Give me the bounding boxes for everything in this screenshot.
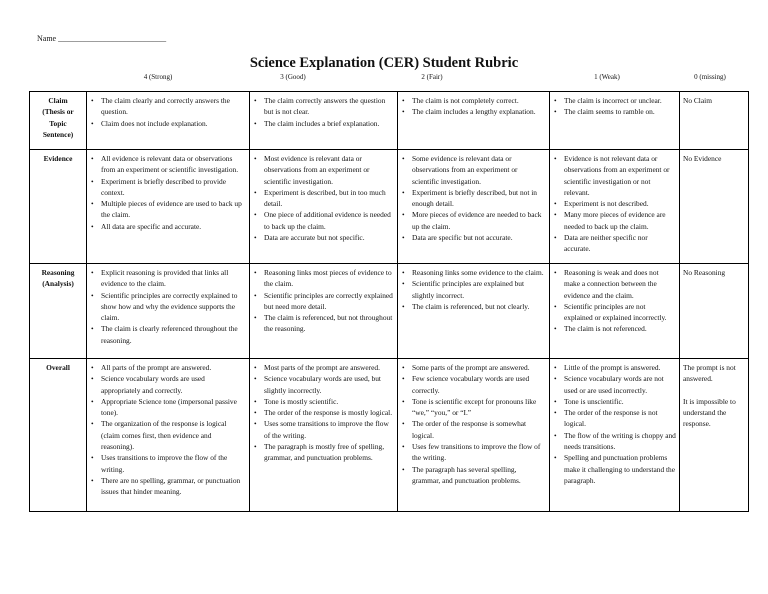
rubric-row-evidence	[30, 150, 749, 264]
criterion-label-line: Sentence)	[42, 129, 74, 139]
descriptor-item: • Experiment is briefly described to provide context.	[90, 176, 246, 199]
descriptor-item: • Uses few transitions to improve the flow of the writing.	[401, 441, 546, 464]
descriptor-item: • Data are neither specific nor accurate.	[553, 232, 676, 255]
descriptor-item: • Experiment is briefly described, but not in enough detail.	[401, 187, 546, 210]
descriptor-item: • The claim is not completely correct.	[401, 95, 546, 106]
descriptor-item: • The claim includes a lengthy explanation.	[401, 106, 546, 117]
descriptor-list	[401, 362, 546, 486]
criterion-reasoning	[30, 264, 87, 359]
descriptor-item: • Uses some transitions to improve the flow of the writing.	[253, 418, 394, 441]
descriptor-item: • There are no spelling, grammar, or punctuation issues that hinder meaning.	[90, 475, 246, 498]
descriptor-list	[401, 95, 546, 118]
descriptor-item: • The organization of the response is logical (claim comes first, then evidence and reasoning).	[90, 418, 246, 452]
descriptor-item: • Spelling and punctuation problems make it challenging to understand the paragraph.	[553, 452, 676, 486]
descriptor-item: • Little of the prompt is answered.	[553, 362, 676, 373]
descriptor-item: • More pieces of evidence are needed to back up the claim.	[401, 209, 546, 232]
criterion-claim	[30, 92, 87, 150]
descriptor-item: • One piece of additional evidence is needed to back up the claim.	[253, 209, 394, 232]
rubric-cell	[250, 359, 398, 512]
criterion-evidence	[30, 150, 87, 264]
descriptor-item: • The claim clearly and correctly answers the question.	[90, 95, 246, 118]
descriptor-item: • Reasoning is weak and does not make a connection between the evidence and the claim.	[553, 267, 676, 301]
missing-text: The prompt is not answered.	[683, 363, 736, 384]
descriptor-list	[553, 95, 676, 118]
descriptor-item: • The paragraph has several spelling, grammar, and punctuation problems.	[401, 464, 546, 487]
rubric-cell	[398, 92, 550, 150]
descriptor-item: • The claim is referenced, but not clearly.	[401, 301, 546, 312]
descriptor-item: • The claim is not referenced.	[553, 323, 676, 334]
descriptor-list	[553, 153, 676, 255]
descriptor-item: • The claim seems to ramble on.	[553, 106, 676, 117]
descriptor-list	[253, 362, 394, 464]
rubric-cell	[87, 359, 250, 512]
rubric-cell	[87, 92, 250, 150]
descriptor-item: • Evidence is not relevant data or observations from an experiment or scientific investigation or not relevant.	[553, 153, 676, 198]
rubric-cell	[550, 359, 680, 512]
descriptor-item: • Data are specific but not accurate.	[401, 232, 546, 243]
descriptor-item: • Reasoning links most pieces of evidence to the claim.	[253, 267, 394, 290]
missing-text: It is impossible to understand the response.	[683, 396, 736, 429]
rubric-cell	[250, 150, 398, 264]
rubric-cell	[550, 92, 680, 150]
descriptor-item: • Many more pieces of evidence are needed to back up the claim.	[553, 209, 676, 232]
name-field-label: Name ___________________________	[37, 34, 167, 43]
descriptor-item: • Tone is unscientific.	[553, 396, 676, 407]
descriptor-item: • Scientific principles are correctly explained but need more detail.	[253, 290, 394, 313]
rubric-cell	[398, 359, 550, 512]
rubric-cell	[250, 92, 398, 150]
rubric-cell	[550, 264, 680, 359]
descriptor-item: • All evidence is relevant data or observations from an experiment or scientific investigation.	[90, 153, 246, 176]
descriptor-item: • Scientific principles are correctly explained to show how and why the evidence supports the claim.	[90, 290, 246, 324]
rubric-table	[29, 91, 749, 512]
descriptor-item: • Tone is mostly scientific.	[253, 396, 394, 407]
descriptor-list	[553, 362, 676, 486]
descriptor-item: • Scientific principles are explained but slightly incorrect.	[401, 278, 546, 301]
descriptor-item: • Appropriate Science tone (impersonal passive tone).	[90, 396, 246, 419]
descriptor-item: • Data are accurate but not specific.	[253, 232, 394, 243]
descriptor-item: • Science vocabulary words are used appropriately and correctly.	[90, 373, 246, 396]
descriptor-item: • The claim is clearly referenced throughout the reasoning.	[90, 323, 246, 346]
descriptor-item: • Some evidence is relevant data or observations from an experiment or scientific investigation.	[401, 153, 546, 187]
descriptor-list	[90, 95, 246, 129]
descriptor-item: • The flow of the writing is choppy and needs transitions.	[553, 430, 676, 453]
criterion-label-line: Reasoning	[41, 268, 75, 277]
descriptor-item: • The claim correctly answers the question but is not clear.	[253, 95, 394, 118]
descriptor-item: • The order of the response is mostly logical.	[253, 407, 394, 418]
descriptor-item: • Claim does not include explanation.	[90, 118, 246, 129]
descriptor-item: • All parts of the prompt are answered.	[90, 362, 246, 373]
missing-cell	[680, 264, 749, 359]
descriptor-list	[253, 267, 394, 335]
descriptor-item: • Explicit reasoning is provided that links all evidence to the claim.	[90, 267, 246, 290]
descriptor-list	[90, 362, 246, 498]
page-title: Science Explanation (CER) Student Rubric	[249, 55, 519, 71]
header-4-strong: 4 (Strong)	[143, 73, 173, 81]
descriptor-item: • The claim is referenced, but not throughout the reasoning.	[253, 312, 394, 335]
missing-cell	[680, 150, 749, 264]
spacer	[683, 385, 745, 396]
descriptor-item: • Reasoning links some evidence to the claim.	[401, 267, 546, 278]
descriptor-item: • The order of the response is not logical.	[553, 407, 676, 430]
descriptor-item: • The order of the response is somewhat logical.	[401, 418, 546, 441]
header-0-missing: 0 (missing)	[694, 73, 726, 81]
missing-text: No Evidence	[683, 154, 722, 163]
descriptor-list	[90, 153, 246, 232]
rubric-cell	[87, 264, 250, 359]
rubric-cell	[87, 150, 250, 264]
descriptor-list	[553, 267, 676, 335]
missing-cell	[680, 359, 749, 512]
descriptor-item: • Uses transitions to improve the flow of the writing.	[90, 452, 246, 475]
criterion-overall	[30, 359, 87, 512]
rubric-row-reasoning	[30, 264, 749, 359]
header-3-good: 3 (Good)	[280, 73, 306, 81]
rubric-cell	[398, 150, 550, 264]
descriptor-item: • Science vocabulary words are used, but slightly incorrectly.	[253, 373, 394, 396]
rubric-row-overall	[30, 359, 749, 512]
criterion-label-line: (Analysis)	[42, 279, 74, 289]
descriptor-list	[401, 267, 546, 312]
descriptor-item: • Most parts of the prompt are answered.	[253, 362, 394, 373]
descriptor-item: • The claim includes a brief explanation.	[253, 118, 394, 129]
descriptor-list	[253, 153, 394, 243]
descriptor-item: • Few science vocabulary words are used correctly.	[401, 373, 546, 396]
header-2-fair: 2 (Fair)	[421, 73, 443, 81]
descriptor-item: • The claim is incorrect or unclear.	[553, 95, 676, 106]
descriptor-item: • Scientific principles are not explained or explained incorrectly.	[553, 301, 676, 324]
header-1-weak: 1 (Weak)	[594, 73, 620, 81]
missing-cell	[680, 92, 749, 150]
missing-text: No Claim	[683, 96, 712, 105]
criterion-label-line: Overall	[46, 363, 70, 372]
descriptor-list	[401, 153, 546, 243]
descriptor-item: • The paragraph is mostly free of spelling, grammar, and punctuation problems.	[253, 441, 394, 464]
criterion-label-line: (Thesis or	[42, 107, 74, 117]
descriptor-item: • All data are specific and accurate.	[90, 221, 246, 232]
rubric-cell	[398, 264, 550, 359]
descriptor-list	[90, 267, 246, 346]
criterion-label-line: Evidence	[43, 154, 73, 163]
descriptor-list	[253, 95, 394, 129]
rubric-row-claim	[30, 92, 749, 150]
descriptor-item: • Experiment is not described.	[553, 198, 676, 209]
criterion-label-line: Claim	[48, 96, 68, 105]
descriptor-item: • Tone is scientific except for pronouns like “we,” “you,” or “I.”	[401, 396, 546, 419]
descriptor-item: • Multiple pieces of evidence are used to back up the claim.	[90, 198, 246, 221]
rubric-cell	[250, 264, 398, 359]
missing-text: No Reasoning	[683, 268, 726, 277]
descriptor-item: • Science vocabulary words are not used or are used incorrectly.	[553, 373, 676, 396]
descriptor-item: • Experiment is described, but in too much detail.	[253, 187, 394, 210]
descriptor-item: • Some parts of the prompt are answered.	[401, 362, 546, 373]
descriptor-item: • Most evidence is relevant data or observations from an experiment or scientific investigation.	[253, 153, 394, 187]
criterion-label-line: Topic	[49, 118, 67, 128]
rubric-cell	[550, 150, 680, 264]
